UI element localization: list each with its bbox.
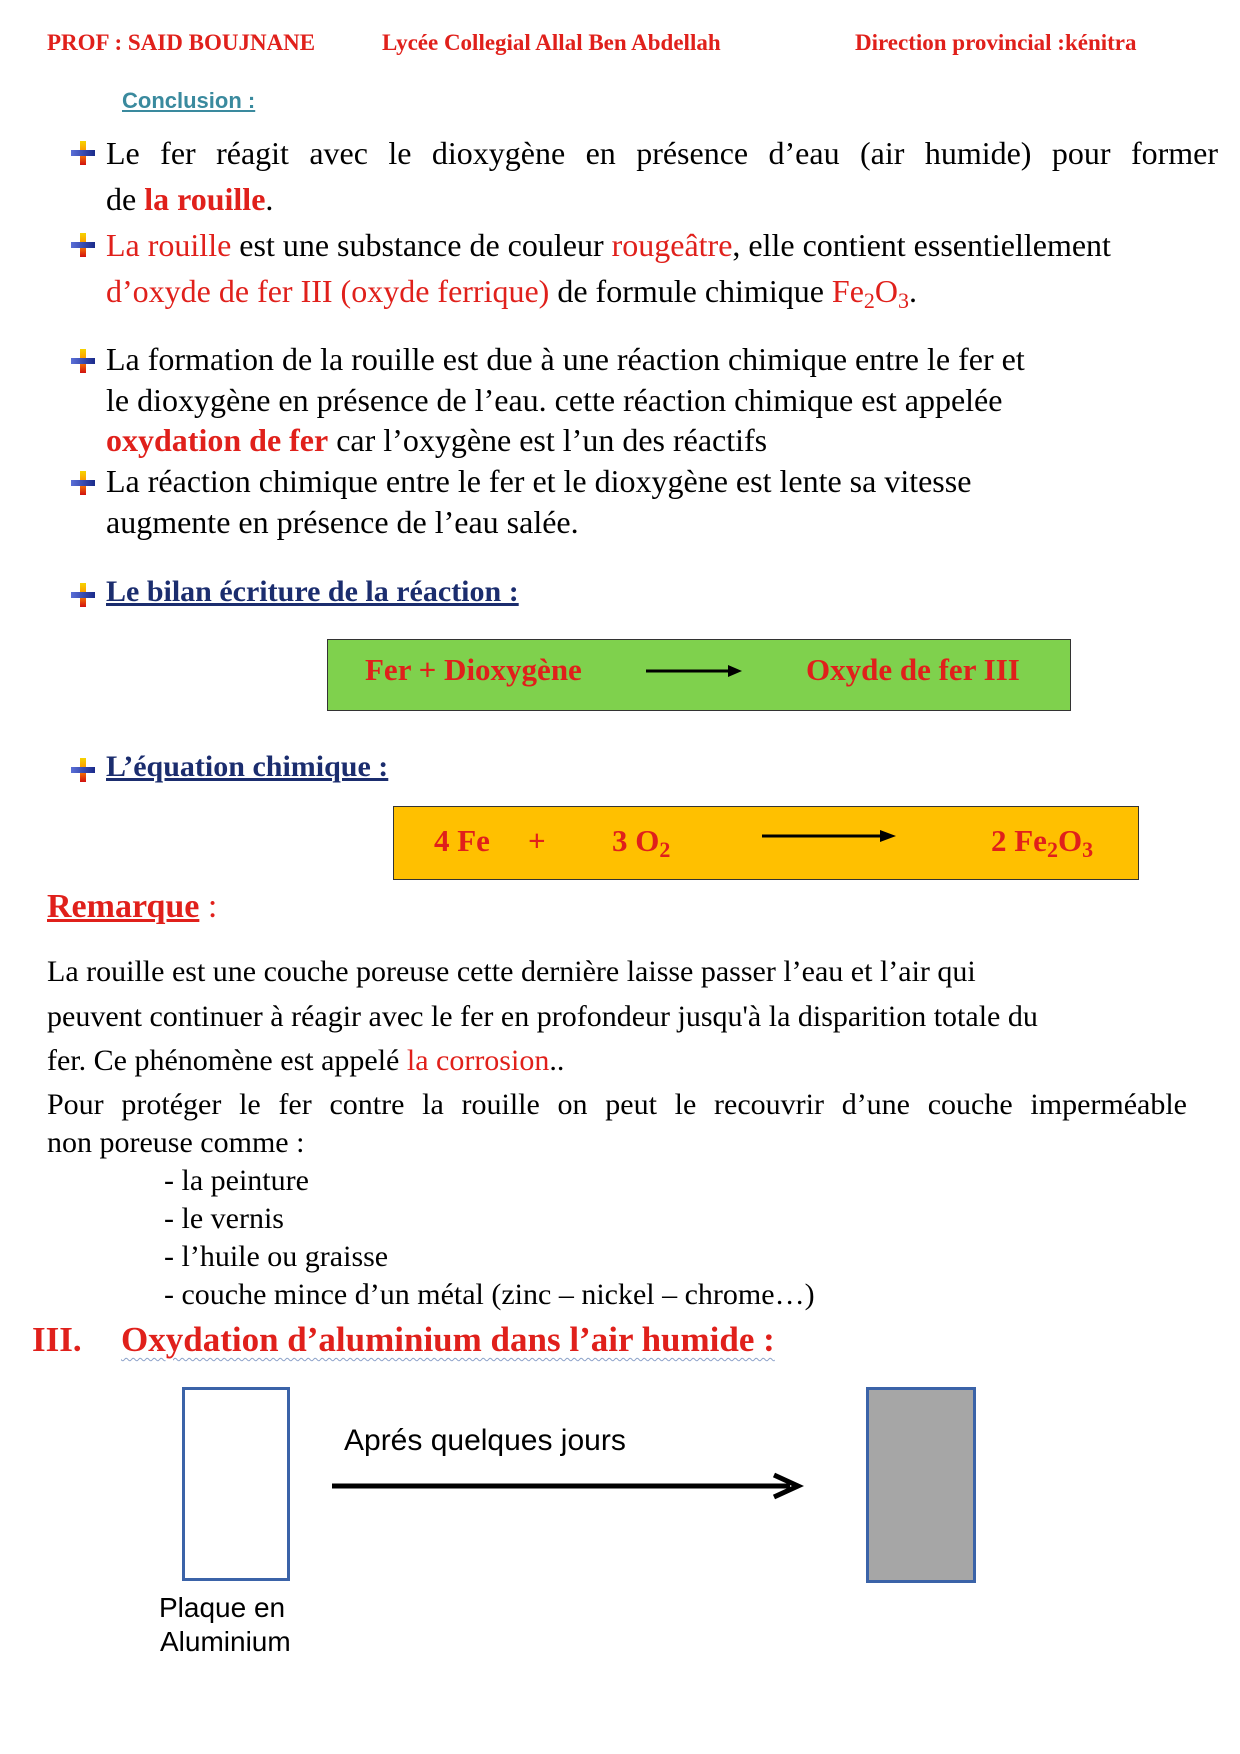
aluminium-plate-before [182, 1387, 290, 1581]
equation-plus: + [528, 823, 546, 858]
remarque-title: Remarque : [47, 888, 218, 925]
protection-list-item: - couche mince d’un métal (zinc – nickel – chrome…) [164, 1278, 815, 1311]
conclusion-bullet-3-line-1: La formation de la rouille est due à une réaction chimique entre le fer et [106, 341, 1025, 377]
reaction-arrow-icon [646, 662, 744, 680]
section-3-number: III. [32, 1320, 82, 1359]
header-prof: PROF : SAID BOUJNANE [47, 30, 316, 55]
term-la-corrosion: la corrosion [406, 1044, 550, 1077]
conclusion-bullet-2-line-1: La rouille est une substance de couleur rougeâtre, elle contient essentiellement [106, 227, 1111, 263]
conclusion-bullet-1-line-1: Le fer réagit avec le dioxygène en présence d’eau (air humide) pour former [106, 135, 1218, 171]
plus-bullet-icon [70, 232, 96, 258]
equation-title: L’équation chimique : [106, 750, 389, 783]
equation-product: 2 $Fe_2O_3$ [991, 823, 1094, 862]
time-arrow-icon [330, 1471, 805, 1501]
term-oxydation-de-fer: oxydation de fer [106, 422, 329, 458]
equation-o2: 3 $O_2$ [612, 823, 671, 862]
formula-fe2o3: $Fe_2O_3$ [831, 273, 910, 313]
section-3-title: Oxydation d’aluminium dans l’air humide : [121, 1320, 775, 1359]
remarque-line-5: non poreuse comme : [47, 1126, 305, 1159]
conclusion-bullet-3-line-2: le dioxygène en présence de l’eau. cette réaction chimique est appelée [106, 382, 1003, 418]
header-school: Lycée Collegial Allal Ben Abdellah [382, 30, 721, 55]
protection-list-item: - la peinture [164, 1164, 309, 1197]
conclusion-bullet-1-line-2: de la rouille. [106, 181, 274, 217]
plus-bullet-icon [70, 348, 96, 374]
protection-list-item: - le vernis [164, 1202, 284, 1235]
remarque-line-4: Pour protéger le fer contre la rouille on peut le recouvrir d’une couche imperméable [47, 1088, 1187, 1121]
remarque-line-3: fer. Ce phénomène est appelé la corrosion.. [47, 1044, 565, 1077]
bilan-reactants: Fer + Dioxygène [365, 652, 582, 687]
plus-bullet-icon [70, 757, 96, 783]
header-direction: Direction provincial :kénitra [855, 30, 1137, 55]
remarque-line-2: peuvent continuer à réagir avec le fer en profondeur jusqu'à la disparition totale du [47, 1000, 1038, 1033]
plus-bullet-icon [70, 140, 96, 166]
bilan-box [327, 639, 1071, 711]
conclusion-bullet-4-line-1: La réaction chimique entre le fer et le dioxygène est lente sa vitesse [106, 463, 972, 499]
plus-bullet-icon [70, 582, 96, 608]
arrow-label: Aprés quelques jours [344, 1424, 626, 1457]
conclusion-bullet-3-line-3: oxydation de fer car l’oxygène est l’un des réactifs [106, 422, 768, 458]
protection-list-item: - l’huile ou graisse [164, 1240, 389, 1273]
conclusion-bullet-4-line-2: augmente en présence de l’eau salée. [106, 504, 579, 540]
bilan-title: Le bilan écriture de la réaction : [106, 575, 519, 608]
plate-label-line-2: Aluminium [160, 1626, 291, 1657]
aluminium-plate-after [866, 1387, 976, 1583]
equation-box [393, 806, 1139, 880]
term-la-rouille: la rouille [144, 181, 266, 217]
equation-fe: 4 Fe [434, 823, 490, 858]
conclusion-title: Conclusion : [122, 88, 256, 113]
conclusion-bullet-2-line-2: d’oxyde de fer III (oxyde ferrique) de formule chimique $Fe_2O_3$. [106, 273, 918, 313]
plate-label-line-1: Plaque en [159, 1592, 286, 1623]
plus-bullet-icon [70, 470, 96, 496]
reaction-arrow-icon [762, 827, 898, 845]
bilan-product: Oxyde de fer III [806, 652, 1020, 687]
remarque-line-1: La rouille est une couche poreuse cette dernière laisse passer l’eau et l’air qui [47, 955, 976, 988]
